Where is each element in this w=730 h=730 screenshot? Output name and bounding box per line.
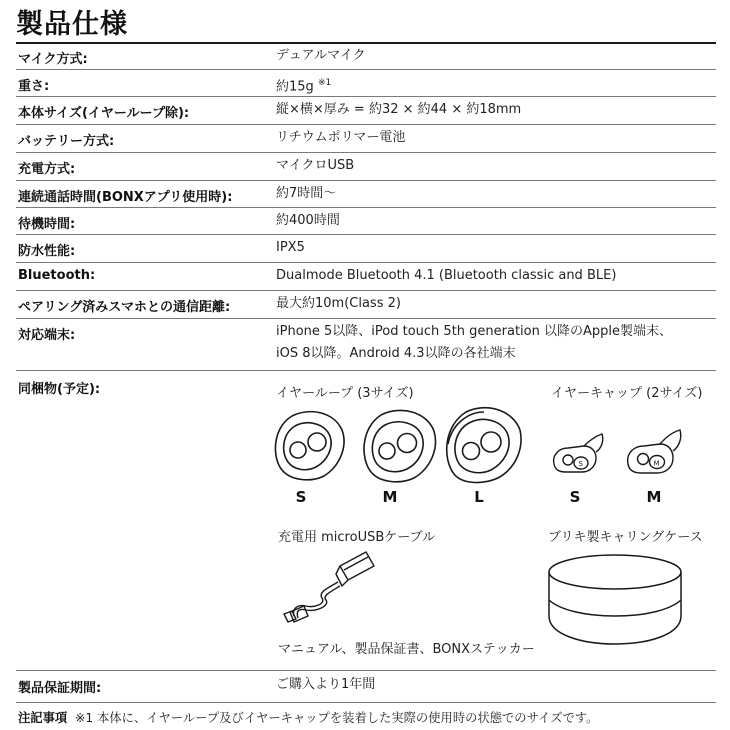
spec-row-mic	[16, 44, 716, 70]
spec-label: 同梱物(予定):	[18, 382, 101, 397]
spec-value: 約7時間〜	[276, 186, 337, 201]
spec-label: 防水性能:	[18, 244, 76, 259]
footnote	[18, 708, 598, 726]
spec-label: 充電方式:	[18, 162, 76, 177]
note-text: ※1 本体に、イヤーループ及びイヤーキャップを装着した実際の使用時の状態でのサイズです。	[75, 711, 599, 725]
spec-row-standby	[16, 208, 716, 235]
spec-row-devices	[16, 319, 716, 371]
spec-value: マイクロUSB	[276, 158, 355, 173]
ear-loop-size-s: S	[295, 488, 307, 506]
spec-value	[276, 73, 716, 97]
spec-value: 最大約10m(Class 2)	[276, 296, 401, 311]
spec-value: デュアルマイク	[276, 48, 366, 63]
spec-label: 対応端末:	[18, 328, 76, 343]
weight-value: 約15g	[276, 79, 314, 95]
spec-value-line1: iPhone 5以降、iPod touch 5th generation 以降のApple製端末、	[276, 324, 672, 339]
spec-value: IPX5	[276, 240, 305, 255]
spec-label: 重さ:	[18, 79, 50, 94]
spec-label: Bluetooth:	[18, 268, 96, 283]
note-label: 注記事項	[18, 711, 68, 725]
case-caption: ブリキ製キャリングケース	[548, 530, 703, 545]
spec-row-size	[16, 97, 716, 125]
spec-label: ペアリング済みスマホとの通信距離:	[18, 300, 231, 315]
ear-cap-size-m: M	[646, 488, 662, 506]
note-divider	[16, 702, 716, 703]
cable-caption: 充電用 microUSBケーブル	[278, 530, 436, 545]
ear-loop-caption: イヤーループ (3サイズ)	[276, 386, 414, 401]
ear-loop-size-m: M	[382, 488, 398, 506]
misc-items: マニュアル、製品保証書、BONXステッカー	[278, 642, 535, 657]
spec-label: マイク方式:	[18, 52, 88, 67]
spec-row-included	[16, 371, 716, 671]
spec-row-bluetooth	[16, 263, 716, 291]
spec-row-weight	[16, 70, 716, 97]
svg-text:M: M	[653, 459, 660, 468]
spec-label: バッテリー方式:	[18, 134, 115, 149]
spec-label: 連続通話時間(BONXアプリ使用時):	[18, 190, 233, 205]
spec-row-waterproof	[16, 235, 716, 263]
svg-text:S: S	[578, 460, 583, 468]
ear-loop-size-l: L	[474, 488, 484, 506]
spec-value: 縦×横×厚み = 約32 × 約44 × 約18mm	[276, 102, 522, 117]
spec-label: 製品保証期間:	[18, 681, 102, 696]
spec-row-talk-time	[16, 181, 716, 208]
spec-row-battery	[16, 125, 716, 153]
spec-row-charging	[16, 153, 716, 181]
spec-label: 待機時間:	[18, 217, 76, 232]
spec-row-range	[16, 291, 716, 319]
spec-value: 約400時間	[276, 213, 340, 228]
ear-cap-size-s: S	[569, 488, 581, 506]
spec-row-warranty	[16, 671, 716, 701]
spec-label: 本体サイズ(イヤーループ除):	[18, 106, 190, 121]
spec-value: リチウムポリマー電池	[276, 130, 406, 145]
footnote-mark: ※1	[317, 78, 332, 88]
spec-value: ご購入より1年間	[276, 677, 376, 692]
spec-value: Dualmode Bluetooth 4.1 (Bluetooth classic and BLE)	[276, 268, 617, 283]
spec-value-line2: iOS 8以降。Android 4.3以降の各社端末	[276, 346, 516, 361]
page-title: 製品仕様	[16, 9, 128, 40]
ear-cap-caption: イヤーキャップ (2サイズ)	[551, 386, 703, 401]
